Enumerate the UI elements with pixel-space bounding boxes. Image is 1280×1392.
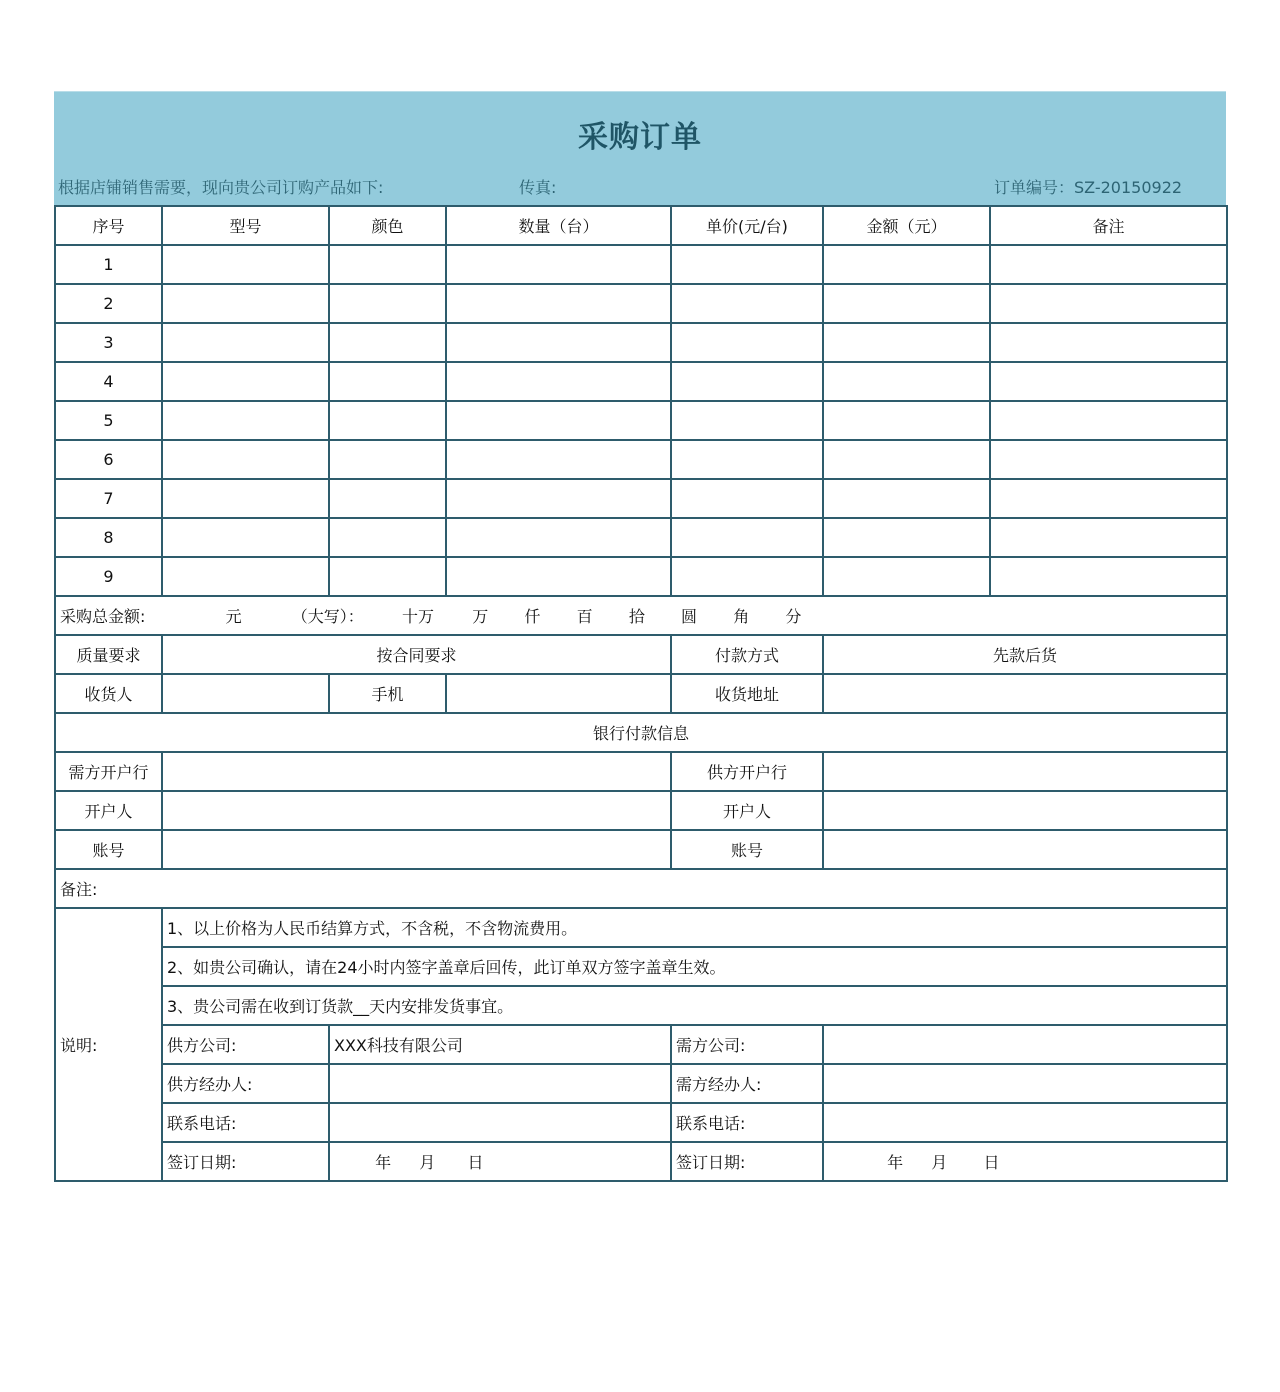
table-row [55, 245, 1227, 284]
table-row [55, 557, 1227, 596]
buyer-holder-value[interactable] [162, 791, 671, 830]
buyer-phone-value[interactable] [823, 1103, 1227, 1142]
buyer-date-label: 签订日期: [671, 1142, 823, 1181]
unit-price-cell[interactable] [671, 362, 823, 401]
purchase-order-sheet [54, 91, 1226, 1182]
remark-cell[interactable] [990, 479, 1227, 518]
row-number: 6 [55, 440, 162, 479]
payment-label: 付款方式 [671, 635, 823, 674]
address-value[interactable] [823, 674, 1227, 713]
col-header-amount: 金额（元） [823, 206, 990, 245]
quantity-cell[interactable] [446, 479, 671, 518]
total-label: 采购总金额: [60, 607, 146, 626]
col-header-no: 序号 [55, 206, 162, 245]
col-header-remark: 备注 [990, 206, 1227, 245]
supplier-phone-label: 联系电话: [162, 1103, 329, 1142]
color-cell[interactable] [329, 323, 446, 362]
unit-price-cell[interactable] [671, 440, 823, 479]
amount-cell[interactable] [823, 401, 990, 440]
total-unit: 元 [225, 607, 242, 626]
color-cell[interactable] [329, 245, 446, 284]
amount-cell[interactable] [823, 362, 990, 401]
model-cell[interactable] [162, 245, 329, 284]
header-banner [54, 91, 1226, 205]
note-3: 3、贵公司需在收到订货款__天内安排发货事宜。 [162, 986, 1227, 1025]
amount-cell[interactable] [823, 245, 990, 284]
color-cell[interactable] [329, 479, 446, 518]
amount-cell[interactable] [823, 323, 990, 362]
receiver-value[interactable] [162, 674, 329, 713]
model-cell[interactable] [162, 479, 329, 518]
bank-section-row [55, 713, 1227, 752]
day-label: 日 [467, 1153, 484, 1172]
quantity-cell[interactable] [446, 323, 671, 362]
row-number: 3 [55, 323, 162, 362]
unit-price-cell[interactable] [671, 401, 823, 440]
buyer-company-label: 需方公司: [671, 1025, 823, 1064]
supplier-agent-label: 供方经办人: [162, 1064, 329, 1103]
month-label: 月 [931, 1153, 948, 1172]
row-number: 5 [55, 401, 162, 440]
note-row [55, 947, 1227, 986]
supplier-date-value[interactable] [329, 1142, 671, 1181]
unit-ten-thousand: 万 [472, 607, 489, 626]
model-cell[interactable] [162, 323, 329, 362]
quality-label: 质量要求 [55, 635, 162, 674]
unit-hundred: 百 [576, 607, 593, 626]
remark-cell[interactable] [990, 323, 1227, 362]
quantity-cell[interactable] [446, 401, 671, 440]
remark-cell[interactable] [990, 362, 1227, 401]
supplier-account-label: 账号 [671, 830, 823, 869]
row-number: 9 [55, 557, 162, 596]
note-2: 2、如贵公司确认，请在24小时内签字盖章后回传，此订单双方签字盖章生效。 [162, 947, 1227, 986]
unit-price-cell[interactable] [671, 323, 823, 362]
buyer-agent-value[interactable] [823, 1064, 1227, 1103]
bank-section-title: 银行付款信息 [55, 713, 1227, 752]
color-cell[interactable] [329, 557, 446, 596]
remark-cell[interactable] [990, 401, 1227, 440]
unit-price-cell[interactable] [671, 284, 823, 323]
unit-price-cell[interactable] [671, 245, 823, 284]
unit-thousand: 仟 [524, 607, 541, 626]
notes-label: 说明: [55, 908, 162, 1181]
remark-cell[interactable] [990, 440, 1227, 479]
unit-jiao: 角 [733, 607, 750, 626]
supplier-phone-value[interactable] [329, 1103, 671, 1142]
table-row [55, 362, 1227, 401]
phone-value[interactable] [446, 674, 671, 713]
quantity-cell[interactable] [446, 284, 671, 323]
row-number: 2 [55, 284, 162, 323]
quality-value[interactable]: 按合同要求 [162, 635, 671, 674]
total-amount-cell[interactable] [55, 596, 1227, 635]
intro-text: 根据店铺销售需要，现向贵公司订购产品如下: [58, 178, 384, 197]
model-cell[interactable] [162, 557, 329, 596]
unit-ten: 拾 [628, 607, 645, 626]
quantity-cell[interactable] [446, 245, 671, 284]
unit-yuan: 圆 [681, 607, 698, 626]
supplier-account-value[interactable] [823, 830, 1227, 869]
amount-cell[interactable] [823, 479, 990, 518]
model-cell[interactable] [162, 401, 329, 440]
supplier-date-label: 签订日期: [162, 1142, 329, 1181]
quantity-cell[interactable] [446, 518, 671, 557]
buyer-date-value[interactable] [823, 1142, 1227, 1181]
company-row [55, 1025, 1227, 1064]
table-row [55, 284, 1227, 323]
remarks-label: 备注: [55, 869, 1227, 908]
supplier-holder-value[interactable] [823, 791, 1227, 830]
supplier-bank-label: 供方开户行 [671, 752, 823, 791]
capital-label: （大写）： [291, 607, 364, 626]
supplier-company-value[interactable]: XXX科技有限公司 [329, 1025, 671, 1064]
receiver-row [55, 674, 1227, 713]
items-header-row [55, 206, 1227, 245]
day-label: 日 [983, 1153, 1000, 1172]
bank-account-row [55, 830, 1227, 869]
supplier-company-label: 供方公司: [162, 1025, 329, 1064]
remark-cell[interactable] [990, 518, 1227, 557]
order-number: 订单编号：SZ-20150922 [994, 178, 1183, 197]
unit-price-cell[interactable] [671, 557, 823, 596]
page-title: 采购订单 [578, 120, 702, 155]
color-cell[interactable] [329, 518, 446, 557]
quality-payment-row [55, 635, 1227, 674]
buyer-agent-label: 需方经办人: [671, 1064, 823, 1103]
payment-value[interactable]: 先款后货 [823, 635, 1227, 674]
color-cell[interactable] [329, 401, 446, 440]
table-row [55, 518, 1227, 557]
model-cell[interactable] [162, 284, 329, 323]
bank-name-row [55, 752, 1227, 791]
model-cell[interactable] [162, 440, 329, 479]
table-row [55, 479, 1227, 518]
buyer-account-value[interactable] [162, 830, 671, 869]
fax-label: 传真: [519, 178, 557, 197]
unit-price-cell[interactable] [671, 518, 823, 557]
amount-cell[interactable] [823, 440, 990, 479]
row-number: 8 [55, 518, 162, 557]
quantity-cell[interactable] [446, 362, 671, 401]
year-label: 年 [887, 1153, 904, 1172]
buyer-account-label: 账号 [55, 830, 162, 869]
row-number: 1 [55, 245, 162, 284]
col-header-color: 颜色 [329, 206, 446, 245]
supplier-agent-value[interactable] [329, 1064, 671, 1103]
bank-holder-row [55, 791, 1227, 830]
remark-cell[interactable] [990, 557, 1227, 596]
amount-cell[interactable] [823, 557, 990, 596]
note-row [55, 986, 1227, 1025]
col-header-quantity: 数量（台） [446, 206, 671, 245]
phone-label: 手机 [329, 674, 446, 713]
supplier-holder-label: 开户人 [671, 791, 823, 830]
quantity-cell[interactable] [446, 557, 671, 596]
table-row [55, 440, 1227, 479]
col-header-unit-price: 单价(元/台) [671, 206, 823, 245]
remark-cell[interactable] [990, 284, 1227, 323]
remark-cell[interactable] [990, 245, 1227, 284]
buyer-holder-label: 开户人 [55, 791, 162, 830]
col-header-model: 型号 [162, 206, 329, 245]
total-row [55, 596, 1227, 635]
amount-cell[interactable] [823, 284, 990, 323]
table-row [55, 401, 1227, 440]
color-cell[interactable] [329, 362, 446, 401]
buyer-bank-value[interactable] [162, 752, 671, 791]
supplier-bank-value[interactable] [823, 752, 1227, 791]
receiver-label: 收货人 [55, 674, 162, 713]
order-table [54, 205, 1228, 1182]
unit-fen: 分 [785, 607, 802, 626]
month-label: 月 [419, 1153, 436, 1172]
unit-price-cell[interactable] [671, 479, 823, 518]
unit-hundred-thousand: 十万 [402, 607, 435, 626]
quantity-cell[interactable] [446, 440, 671, 479]
sign-date-row [55, 1142, 1227, 1181]
note-row [55, 908, 1227, 947]
color-cell[interactable] [329, 284, 446, 323]
table-row [55, 323, 1227, 362]
color-cell[interactable] [329, 440, 446, 479]
buyer-company-value[interactable] [823, 1025, 1227, 1064]
row-number: 4 [55, 362, 162, 401]
buyer-phone-label: 联系电话: [671, 1103, 823, 1142]
row-number: 7 [55, 479, 162, 518]
model-cell[interactable] [162, 518, 329, 557]
agent-row [55, 1064, 1227, 1103]
model-cell[interactable] [162, 362, 329, 401]
buyer-bank-label: 需方开户行 [55, 752, 162, 791]
note-1: 1、以上价格为人民币结算方式，不含税，不含物流费用。 [162, 908, 1227, 947]
amount-cell[interactable] [823, 518, 990, 557]
year-label: 年 [375, 1153, 392, 1172]
remarks-row [55, 869, 1227, 908]
address-label: 收货地址 [671, 674, 823, 713]
contact-phone-row [55, 1103, 1227, 1142]
